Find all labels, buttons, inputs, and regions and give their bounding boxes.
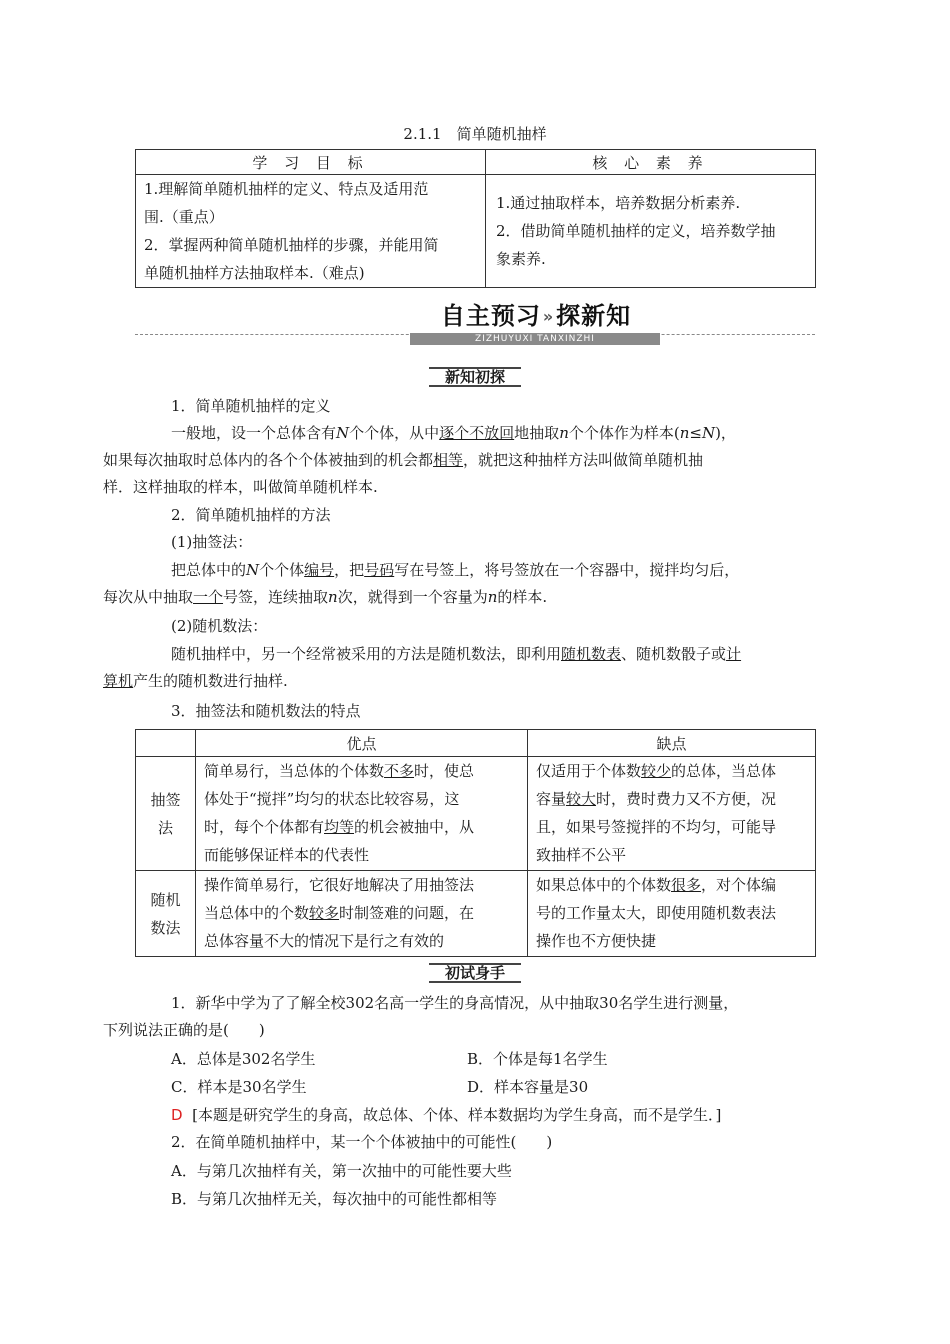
goals-header-right: 核 心 素 养 bbox=[486, 150, 816, 175]
goals-table bbox=[135, 149, 816, 288]
row-label-lottery: 抽签 法 bbox=[136, 757, 196, 871]
lottery-advantages: 简单易行，当总体的个体数不多时，使总 体处于“搅拌”均匀的状态比较容易，这 时，每个个体都有均等的机会被抽中，从 而能够保证样本的代表性 bbox=[196, 757, 528, 871]
question-1-options-row2 bbox=[171, 1073, 811, 1101]
question-1-answer: D [本题是研究学生的身高，故总体、个体、样本数据均为学生身高，而不是学生．] bbox=[171, 1106, 722, 1124]
question-1-stem: 1．新华中学为了了解全校302名高一学生的身高情况，从中抽取30名学生进行测量， 下列说法正确的是( ) bbox=[103, 994, 739, 1039]
random-number-disadvantages: 如果总体中的个体数很多，对个体编 号的工作量太大，即使用随机数表法 操作也不方便快捷 bbox=[528, 871, 816, 957]
q1-option-a: A．总体是302名学生 bbox=[171, 1050, 316, 1068]
lottery-disadvantages: 仅适用于个体数较少的总体，当总体 容量较大时，费时费力又不方便，况 且，如果号签搅拌的不均匀，可能导 致抽样不公平 bbox=[528, 757, 816, 871]
tag-try-it: 初试身手 bbox=[0, 963, 950, 983]
s2-random-number-text: 随机抽样中，另一个经常被采用的方法是随机数法，即利用随机数表、随机数骰子或计 算机产生的随机数进行抽样. bbox=[103, 645, 742, 690]
disadvantages-header: 缺点 bbox=[528, 730, 816, 757]
section-title: 2.1.1 简单随机抽样 bbox=[403, 125, 547, 143]
advantages-header: 优点 bbox=[196, 730, 528, 757]
section-banner bbox=[135, 300, 815, 346]
answer-letter: D bbox=[171, 1106, 183, 1124]
row-label-random-number: 随机 数法 bbox=[136, 871, 196, 957]
random-number-advantages: 操作简单易行，它很好地解决了用抽签法 当总体中的个数较多时制签难的问题，在 总体容量不大的情况下是行之有效的 bbox=[196, 871, 528, 957]
goals-header-left: 学 习 目 标 bbox=[136, 150, 486, 175]
banner-pinyin: ZIZHUYUXI TANXINZHI bbox=[410, 333, 660, 345]
q1-option-d: D．样本容量是30 bbox=[467, 1078, 589, 1096]
q1-option-b: B．个体是每1名学生 bbox=[467, 1050, 608, 1068]
s2-heading: 2．简单随机抽样的方法 bbox=[171, 506, 331, 524]
core-literacy-cell: 1.通过抽取样本，培养数据分析素养. 2．借助简单随机抽样的定义，培养数学抽 象素养. bbox=[486, 175, 816, 288]
tag-new-knowledge: 新知初探 bbox=[0, 367, 950, 387]
s1-heading: 1．简单随机抽样的定义 bbox=[171, 397, 331, 415]
s1-definition: 一般地，设一个总体含有N个个体，从中逐个不放回地抽取n个个体作为样本(n≤N)， 如果每次抽取时总体内的各个个体被抽到的机会都相等，就把这种抽样方法叫做简单随机抽 样．这样抽取的样本，叫做简单随机样本. bbox=[103, 424, 736, 496]
s2-sub1: (1)抽签法： bbox=[171, 533, 253, 551]
s3-heading: 3．抽签法和随机数法的特点 bbox=[171, 702, 361, 720]
q2-option-b: B．与第几次抽样无关，每次抽中的可能性都相等 bbox=[171, 1190, 498, 1208]
q2-option-a: A．与第几次抽样有关，第一次抽中的可能性要大些 bbox=[171, 1162, 512, 1180]
question-2-stem: 2．在简单随机抽样中，某一个个体被抽中的可能性( ) bbox=[171, 1133, 553, 1151]
question-1-options-row1 bbox=[171, 1045, 811, 1073]
comparison-table bbox=[135, 729, 816, 957]
double-chevron-icon: » bbox=[542, 307, 555, 326]
s2-lottery-text: 把总体中的N个个体编号，把号码写在号签上，将号签放在一个容器中，搅拌均匀后， 每次从中抽取一个号签，连续抽取n次，就得到一个容量为n的样本. bbox=[103, 561, 740, 606]
learning-goals-cell: 1.理解简单随机抽样的定义、特点及适用范 围.（重点） 2．掌握两种简单随机抽样的步骤，并能用简 单随机抽样方法抽取样本.（难点) bbox=[136, 175, 486, 288]
s2-sub2: (2)随机数法： bbox=[171, 617, 268, 635]
banner-title: 自主预习 »探新知 bbox=[421, 300, 651, 332]
q1-option-c: C．样本是30名学生 bbox=[171, 1078, 307, 1096]
